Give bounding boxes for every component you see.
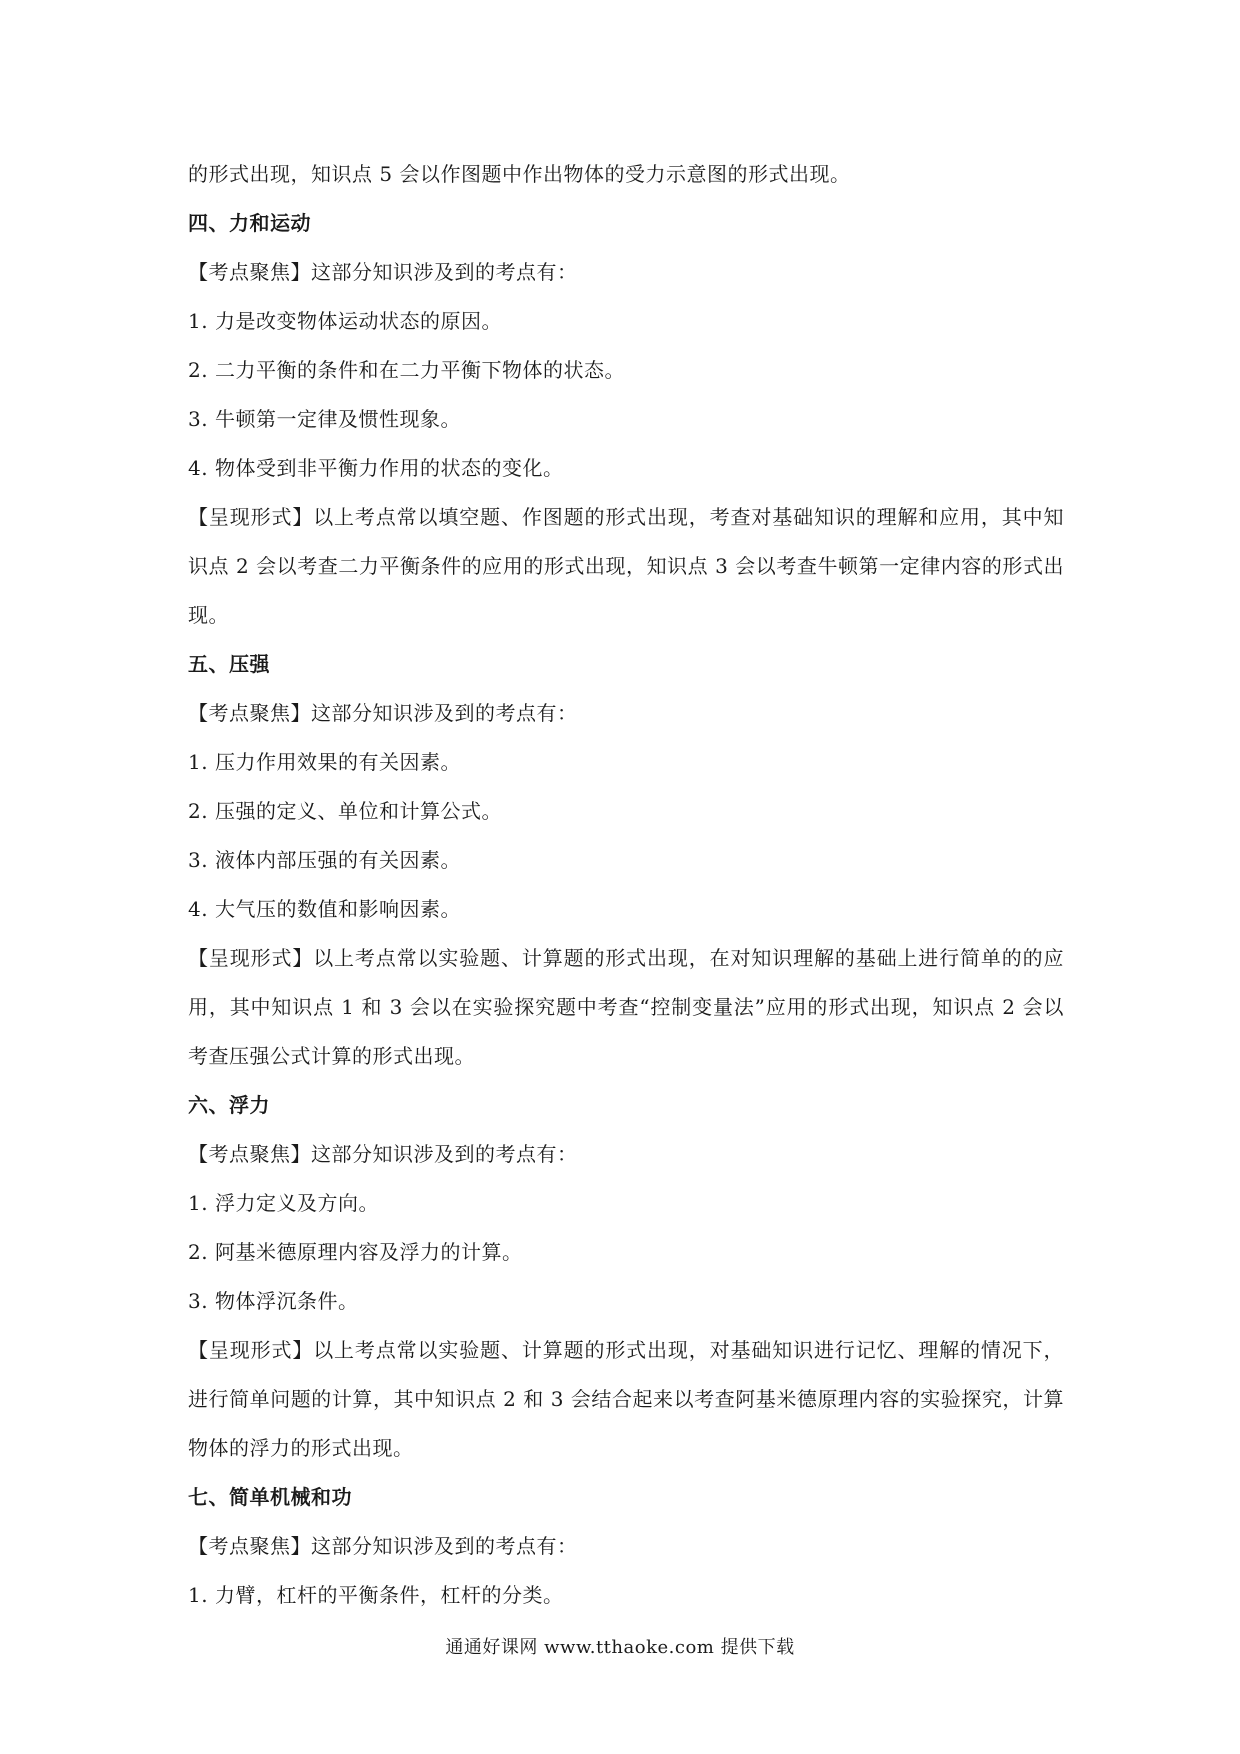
list-item: 2. 压强的定义、单位和计算公式。	[188, 799, 502, 823]
paragraph: 的形式出现，知识点 5 会以作图题中作出物体的受力示意图的形式出现。	[188, 162, 851, 186]
paragraph: 【考点聚焦】这部分知识涉及到的考点有：	[188, 1534, 578, 1558]
list-item: 3. 液体内部压强的有关因素。	[188, 848, 461, 872]
list-item: 1. 浮力定义及方向。	[188, 1191, 379, 1215]
paragraph: 【考点聚焦】这部分知识涉及到的考点有：	[188, 260, 578, 284]
paragraph: 【呈现形式】以上考点常以实验题、计算题的形式出现，对基础知识进行记忆、理解的情况下，进行简单问题的计算，其中知识点 2 和 3 会结合起来以考查阿基米德原理内容的实验探究，计算物体的浮力的形式出现。	[188, 1338, 1064, 1460]
paragraph: 【考点聚焦】这部分知识涉及到的考点有：	[188, 701, 578, 725]
list-item: 3. 物体浮沉条件。	[188, 1289, 359, 1313]
list-item: 3. 牛顿第一定律及惯性现象。	[188, 407, 461, 431]
list-item: 1. 力是改变物体运动状态的原因。	[188, 309, 502, 333]
document-body	[188, 150, 1064, 1620]
paragraph: 【考点聚焦】这部分知识涉及到的考点有：	[188, 1142, 578, 1166]
list-item: 1. 压力作用效果的有关因素。	[188, 750, 461, 774]
list-item: 2. 二力平衡的条件和在二力平衡下物体的状态。	[188, 358, 625, 382]
section-heading: 五、压强	[188, 652, 270, 676]
list-item: 2. 阿基米德原理内容及浮力的计算。	[188, 1240, 523, 1264]
section-heading: 七、简单机械和功	[188, 1485, 352, 1509]
paragraph: 【呈现形式】以上考点常以填空题、作图题的形式出现，考查对基础知识的理解和应用，其中知识点 2 会以考查二力平衡条件的应用的形式出现，知识点 3 会以考查牛顿第一定律内容的形式出现。	[188, 505, 1064, 627]
page-footer: 通通好课网 www.tthaoke.com 提供下载	[445, 1637, 795, 1658]
list-item: 4. 物体受到非平衡力作用的状态的变化。	[188, 456, 564, 480]
paragraph: 【呈现形式】以上考点常以实验题、计算题的形式出现，在对知识理解的基础上进行简单的的应用，其中知识点 1 和 3 会以在实验探究题中考查“控制变量法”应用的形式出现，知识点 2 会以考查压强公式计算的形式出现。	[188, 946, 1064, 1068]
section-heading: 六、浮力	[188, 1093, 270, 1117]
list-item: 4. 大气压的数值和影响因素。	[188, 897, 461, 921]
section-heading: 四、力和运动	[188, 211, 311, 235]
list-item: 1. 力臂，杠杆的平衡条件，杠杆的分类。	[188, 1583, 564, 1607]
